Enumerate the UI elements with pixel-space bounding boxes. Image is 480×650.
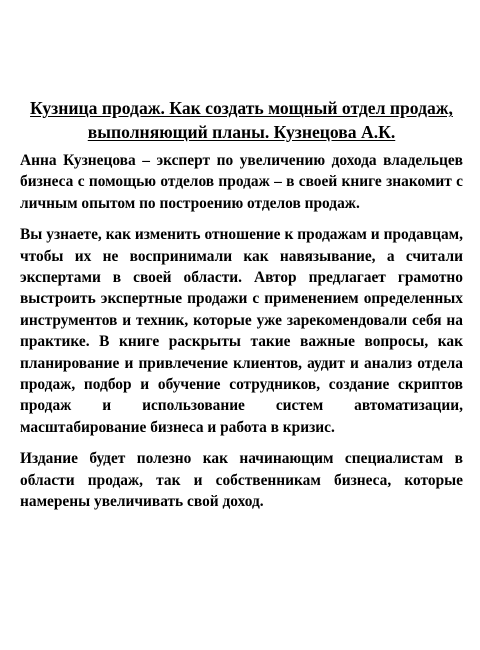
document-title: Кузница продаж. Как создать мощный отдел продаж, выполняющий планы. Кузнецова А.К.: [30, 98, 453, 142]
paragraph-body: Вы узнаете, как изменить отношение к продажам и продавцам, чтобы их не воспринимали как навязывание, а считали экспертами в своей области. Автор предлагает грамотно выстроить экспертные продажи с применением определенных инструментов и техник, которые уже зарекомендовали себя на практике. В книге раскрыты такие важные вопросы, как планирование и привлечение клиентов, аудит и анализ отдела продаж, подбор и обучение сотрудников, создание скриптов продаж и использование систем автоматизации, масштабирование бизнеса и работа в кризис.: [20, 226, 463, 436]
paragraph-audience: Издание будет полезно как начинающим специалистам в области продаж, так и собственникам бизнеса, которые намерены увеличивать свой доход.: [20, 450, 463, 511]
paragraph-intro: Анна Кузнецова – эксперт по увеличению дохода владельцев бизнеса с помощью отделов продаж – в своей книге знакомит с личным опытом по построению отделов продаж.: [20, 152, 463, 212]
document-page: [20, 97, 463, 523]
